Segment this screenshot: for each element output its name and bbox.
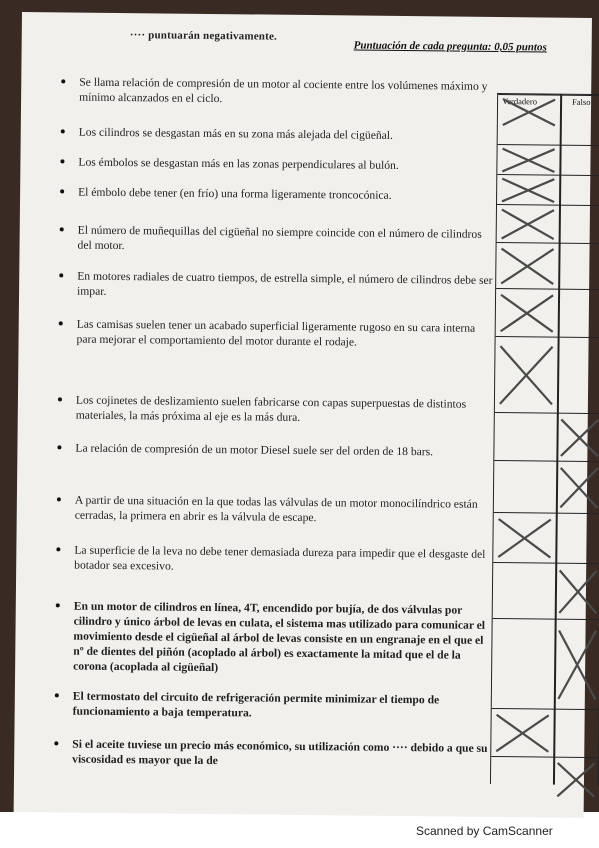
question-item [58,440,494,459]
answer-row [496,242,599,290]
answer-row [494,412,599,462]
bullet-icon [61,129,65,133]
bullet-icon [60,159,64,163]
exam-sheet [14,12,592,818]
answer-row [492,618,599,710]
cross-false-icon [554,758,598,802]
cross-false-icon [557,462,599,514]
question-text: Los cojinetes de deslizamiento suelen fabricarse con capas superpuestas de distintos materiales, la más próxima al eje es la más dura. [75,393,467,424]
question-text: En motores radiales de cuatro tiempos, de estrella simple, el número de cilindros debe ser impar. [77,269,493,298]
answer-row [498,94,599,130]
cross-false-icon [556,564,599,620]
question-item [61,154,497,172]
question-item [55,688,491,720]
bullet-icon [57,497,61,501]
question-item [60,222,496,253]
bullet-icon [59,273,63,277]
scanner-watermark: Scanned by CamScanner [416,824,553,838]
question-text: Si el aceite tuviese un precio más económico, su utilización como ···· debido a que su viscosidad es mayor que la de [72,737,488,768]
bullet-icon [55,693,59,697]
col-true-header: Verdadero [502,96,538,107]
question-item [58,392,494,424]
question-text: La relación de compresión de un motor Diesel suele ser del orden de 18 bars. [75,441,434,459]
cross-true-icon [495,337,558,414]
question-item [60,184,496,202]
cross-true-icon [498,95,560,130]
bullet-icon [59,321,63,325]
bullet-icon [56,603,60,607]
answer-row [491,708,599,758]
cross-true-icon [497,205,559,244]
question-text: El émbolo debe tener (en frío) una forma ligeramente troncocónica. [78,185,392,202]
question-item [59,316,495,349]
cross-true-icon [497,145,559,176]
answer-row [493,512,599,564]
bullet-icon [57,445,61,449]
answer-row [494,460,599,514]
answer-row [495,336,599,414]
question-item [57,492,493,525]
answer-row [497,174,599,206]
cross-true-icon [497,175,559,206]
bullet-icon [60,227,64,231]
bullet-icon [60,189,64,193]
question-text: El termostato del circuito de refrigeración permite minimizar el tiempo de funcionamiento a baja temperatura. [72,689,440,720]
question-item [61,124,497,142]
question-item [54,736,490,768]
col-false-header: Falso [572,96,591,107]
question-text: En un motor de cilindros en línea, 4T, encendido por bujía, de dos válvulas por cilindro y único árbol de levas en culata, el sistema mas utilizado para comunicar el movimiento desde el cigüeñal al árbol de levas consiste en un engranaje en el que el nº de dientes del piñón (acoplado al árbol) es exactamente la mitad que el de la corona (acoplada al cigüeñal) [73,599,486,675]
answer-row [493,562,599,620]
answer-row [497,204,599,244]
answer-grid [490,93,599,785]
bullet-icon [56,547,60,551]
bullet-icon [58,397,62,401]
question-text: A partir de una situación en la que todas las válvulas de un motor monocilíndrico están cerradas, la primera en abrir es la válvula de escape. [74,493,478,525]
question-text: La superficie de la leva no debe tener demasiada dureza para impedir que el desgaste del botador sea excesivo. [74,543,486,573]
question-text: Se llama relación de compresión de un motor al cociente entre los volúmenes máximo y mínimo alcanzados en el ciclo. [79,75,488,106]
answer-rows [498,94,599,95]
question-item [56,542,492,573]
question-text: El número de muñequillas del cigüeñal no siempre coincide con el número de cilindros del motor. [77,223,482,253]
header-score: Puntuación de cada pregunta: 0,05 puntos [353,39,547,54]
answer-row [496,288,599,338]
question-item [56,598,492,675]
question-text: Los émbolos se desgastan más en las zonas perpendiculares al bulón. [78,155,399,172]
answer-row [497,144,599,176]
question-item [61,74,497,106]
question-item [59,268,495,298]
cross-true-icon [491,709,553,758]
cross-true-icon [496,243,558,290]
header-instructions: ···· puntuarán negativamente. [129,29,278,43]
cross-false-icon [555,620,599,710]
question-text: Las camisas suelen tener un acabado superficial ligeramente rugoso en su cara interna para mejorar el comportamiento del motor durante el rodaje. [76,317,476,349]
cross-false-icon [557,414,599,462]
cross-true-icon [496,289,558,338]
question-text: Los cilindros se desgastan más en su zona más alejada del cigüeñal. [78,125,394,142]
bullet-icon [54,741,58,745]
answer-row [491,756,598,802]
bullet-icon [61,79,65,83]
cross-true-icon [493,513,556,564]
